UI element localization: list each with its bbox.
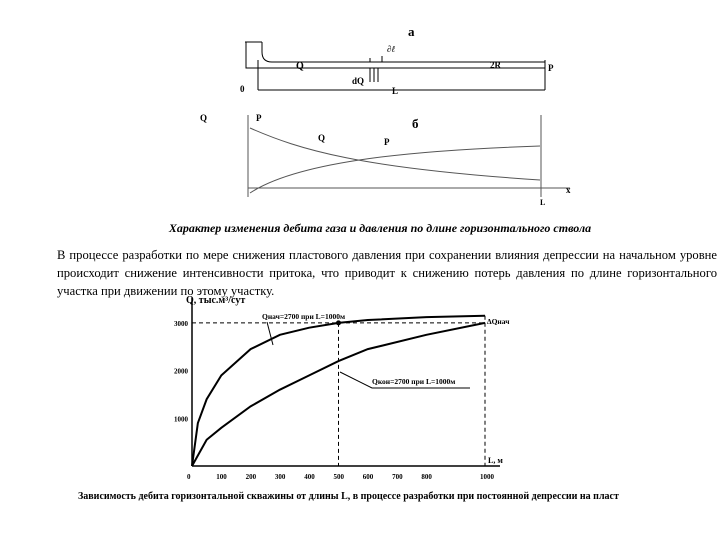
label-l: L bbox=[392, 86, 399, 96]
label-dl: ∂ℓ bbox=[387, 44, 396, 54]
label-dq: dQ bbox=[352, 76, 365, 86]
annotation: ∆Qнач bbox=[487, 317, 510, 326]
label-l-b: L bbox=[540, 198, 546, 207]
chart bbox=[174, 295, 510, 481]
caption-bottom: Зависимость дебита горизонтальной скважины от длины L, в процессе разработки при постоянной депрессии на пласт bbox=[78, 491, 619, 502]
x-tick-label: 400 bbox=[304, 473, 315, 481]
label-p-axis: P bbox=[256, 113, 262, 123]
label-2r: 2R bbox=[490, 60, 501, 70]
x-tick-label: 800 bbox=[421, 473, 432, 481]
label-q-axis: Q bbox=[200, 113, 208, 123]
label-a: а bbox=[408, 24, 415, 39]
y-tick-label: 1000 bbox=[174, 415, 188, 424]
caption-top: Характер изменения дебита газа и давления по длине горизонтального ствола bbox=[168, 221, 592, 235]
x-tick-label: 600 bbox=[362, 473, 374, 481]
y-axis-label: Q, тыс.м³/сут bbox=[186, 295, 246, 306]
label-x: x bbox=[566, 185, 571, 195]
x-tick-label: 700 bbox=[392, 473, 403, 481]
label-p: P bbox=[548, 63, 554, 73]
x-tick-label: 0 bbox=[187, 473, 191, 481]
point-500 bbox=[336, 320, 341, 325]
diagram-b bbox=[248, 115, 570, 197]
label-q: Q bbox=[296, 61, 304, 72]
x-axis-label: L, м bbox=[488, 456, 503, 465]
label-p-curve: P bbox=[384, 137, 390, 147]
p-curve bbox=[250, 146, 540, 193]
x-tick-label: 300 bbox=[274, 473, 286, 481]
x-tick-label: 100 bbox=[216, 473, 227, 481]
paragraph: В процессе разработки по мере снижения пластового давления при сохранении влияния депрессии на начальном уровне происходит снижение интенсивности притока, что приводит к снижению потерь давления по длине горизонтального участка при движении по этому участку. bbox=[57, 248, 717, 298]
x-tick-label: 500 bbox=[333, 473, 344, 481]
y-tick-label: 3000 bbox=[174, 319, 188, 328]
label-zero: 0 bbox=[240, 84, 245, 94]
label-b: б bbox=[412, 116, 419, 131]
x-tick-label: 200 bbox=[245, 473, 257, 481]
q-curve bbox=[250, 128, 540, 180]
series-label-0: Qнач=2700 при L=1000м bbox=[262, 312, 346, 321]
label-q-curve: Q bbox=[318, 133, 326, 143]
y-tick-label: 2000 bbox=[174, 367, 188, 376]
series-label-1: Qкон=2700 при L=1000м bbox=[372, 377, 456, 386]
x-tick-label: 1000 bbox=[480, 473, 494, 481]
